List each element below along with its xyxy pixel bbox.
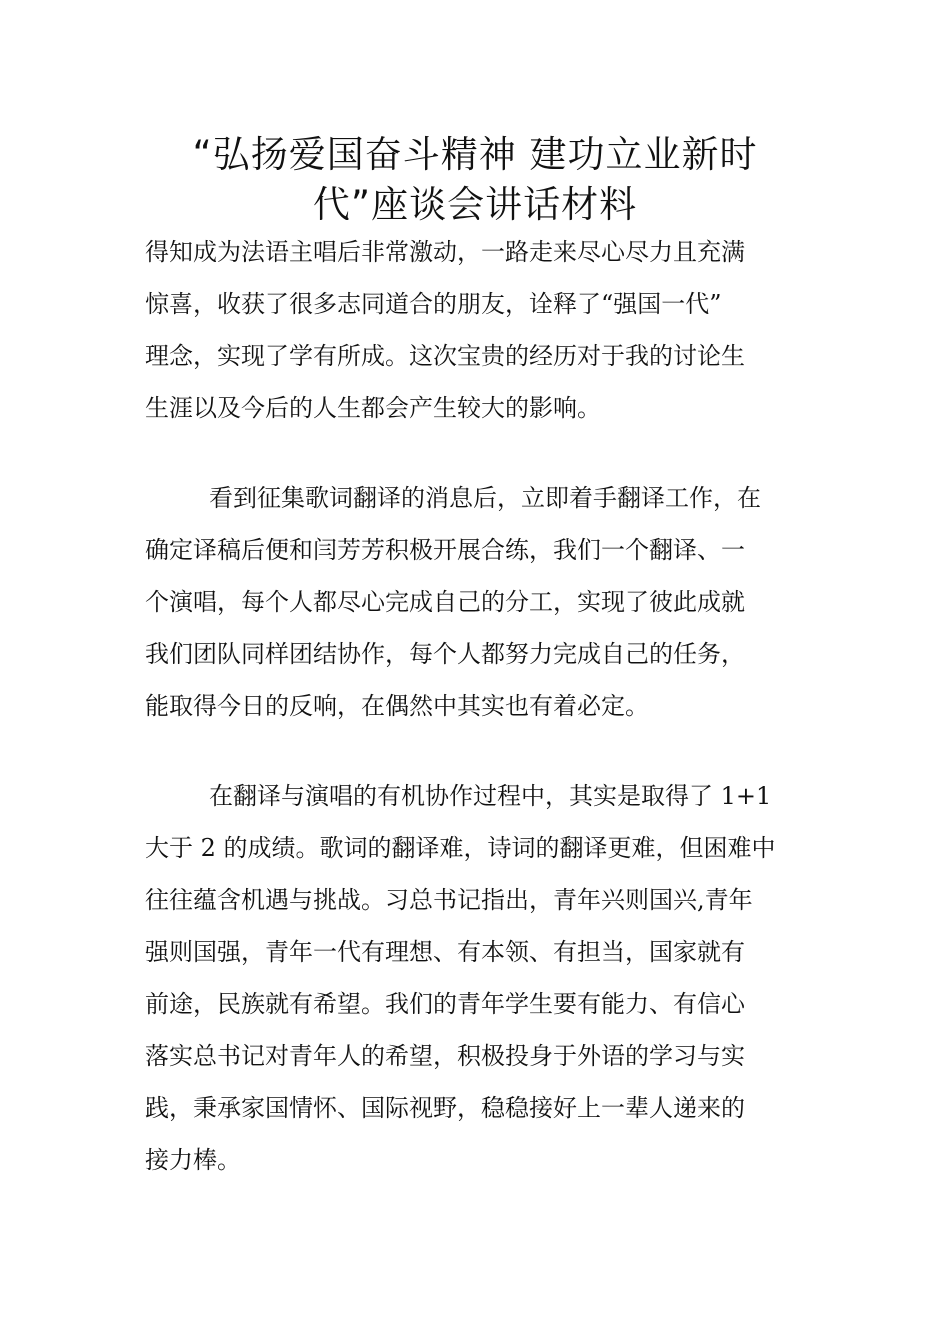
paragraph-line: 确定译稿后便和闫芳芳积极开展合练，我们一个翻译、一 [145,536,745,564]
paragraph-line: 落实总书记对青年人的希望，积极投身于外语的学习与实 [145,1042,745,1070]
paragraph-3 [145,770,815,1186]
paragraph-2 [145,472,815,732]
paragraph-line: 强则国强，青年一代有理想、有本领、有担当，国家就有 [145,938,745,966]
paragraph-line: 看到征集歌词翻译的消息后，立即着手翻译工作，在 [209,484,761,512]
paragraph-line: 大于 2 的成绩。歌词的翻译难，诗词的翻译更难，但困难中 [145,834,776,862]
paragraph-line: 在翻译与演唱的有机协作过程中，其实是取得了 1+1 [209,782,772,810]
paragraph-line: 惊喜，收获了很多志同道合的朋友，诠释了“强国一代” [145,290,722,318]
paragraph-line: 个演唱，每个人都尽心完成自己的分工，实现了彼此成就 [145,588,745,616]
paragraph-line: 理念，实现了学有所成。这次宝贵的经历对于我的讨论生 [145,342,745,370]
paragraph-line: 践，秉承家国情怀、国际视野，稳稳接好上一辈人递来的 [145,1094,745,1122]
document-title-line-2: 代”座谈会讲话材料 [312,183,638,226]
paragraph-line: 得知成为法语主唱后非常激动，一路走来尽心尽力且充满 [145,238,745,266]
paragraph-line: 接力棒。 [145,1146,241,1174]
paragraph-line: 往往蕴含机遇与挑战。习总书记指出，青年兴则国兴,青年 [145,886,753,914]
paragraph-line: 能取得今日的反响，在偶然中其实也有着必定。 [145,692,649,720]
paragraph-line: 生涯以及今后的人生都会产生较大的影响。 [145,394,601,422]
document-title-line-1: “弘扬爱国奋斗精神 建功立业新时 [192,133,758,176]
paragraph-line: 我们团队同样团结协作，每个人都努力完成自己的任务， [145,640,745,668]
paragraph-line: 前途，民族就有希望。我们的青年学生要有能力、有信心 [145,990,745,1018]
paragraph-1 [145,226,815,434]
